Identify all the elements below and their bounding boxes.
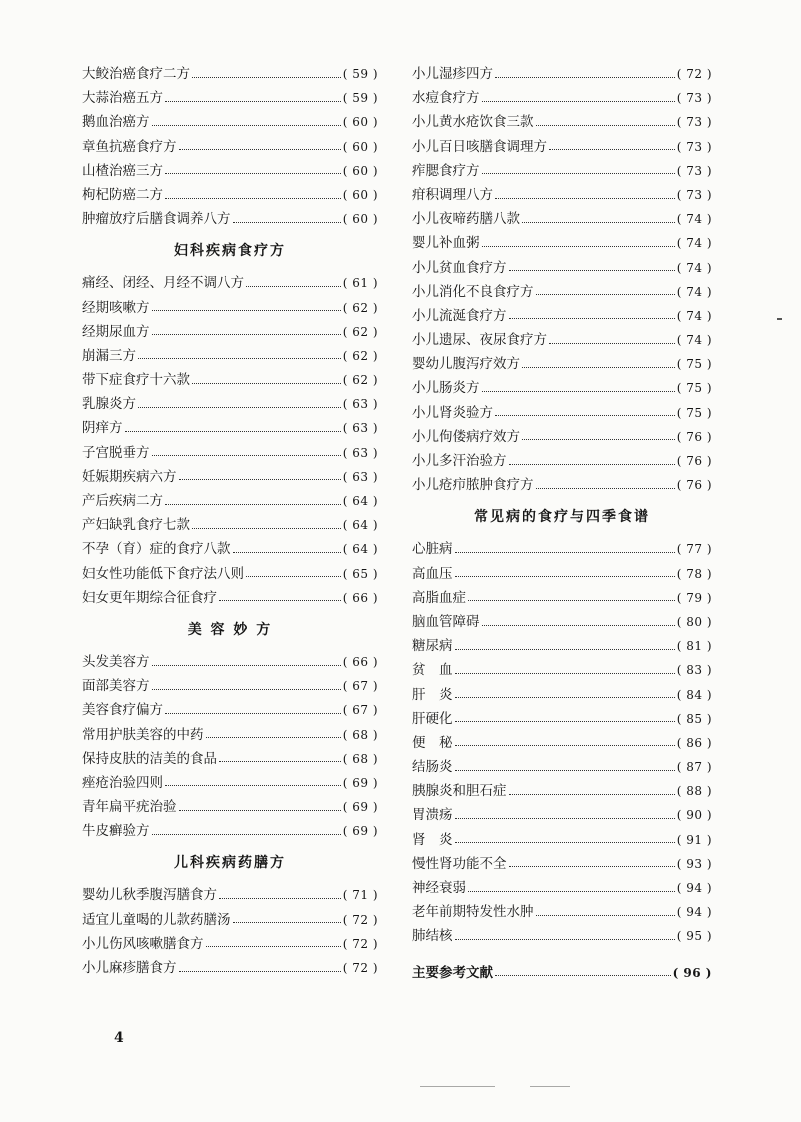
toc-entry <box>412 876 712 900</box>
toc-entry-title: 常用护肤美容的中药 <box>82 726 204 743</box>
leader-dots <box>482 391 675 392</box>
toc-entry <box>82 795 378 819</box>
leader-dots <box>509 270 675 271</box>
toc-entry <box>412 473 712 497</box>
toc-entry <box>412 537 712 561</box>
leader-dots <box>165 198 341 199</box>
toc-entry <box>82 562 378 586</box>
leader-dots <box>468 600 675 601</box>
leader-dots <box>179 810 341 811</box>
leader-dots <box>455 939 675 940</box>
toc-entry-page: ( 80 ) <box>676 614 712 629</box>
scan-speck <box>777 318 782 320</box>
leader-dots <box>246 576 341 577</box>
leader-dots <box>179 479 341 480</box>
toc-entry-title: 小儿贫血食疗方 <box>412 259 507 276</box>
toc-entry-page: ( 96 ) <box>672 965 712 980</box>
toc-entry <box>412 401 712 425</box>
toc-entry-page: ( 77 ) <box>676 542 712 557</box>
toc-entry-title: 保持皮肤的洁美的食品 <box>82 750 217 767</box>
toc-entry-page: ( 69 ) <box>342 824 378 839</box>
toc-entry-page: ( 60 ) <box>342 139 378 154</box>
toc-entry-page: ( 78 ) <box>676 566 712 581</box>
toc-entry-title: 便 秘 <box>412 734 453 751</box>
leader-dots <box>455 818 675 819</box>
toc-entry-title: 主要参考文献 <box>412 964 493 981</box>
toc-entry <box>412 900 712 924</box>
toc-right-column <box>412 62 712 985</box>
toc-entry-title: 小儿流涎食疗方 <box>412 307 507 324</box>
toc-entry-page: ( 62 ) <box>342 300 378 315</box>
leader-dots <box>455 842 675 843</box>
toc-entry <box>412 634 712 658</box>
toc-entry-title: 水痘食疗方 <box>412 90 480 107</box>
section-title-common-diseases: 常见病的食疗与四季食谱 <box>474 509 650 526</box>
toc-entry-page: ( 88 ) <box>676 784 712 799</box>
leader-dots <box>509 464 675 465</box>
leader-dots <box>509 866 675 867</box>
leader-dots <box>165 785 341 786</box>
toc-entry-page: ( 72 ) <box>342 936 378 951</box>
leader-dots <box>455 745 675 746</box>
toc-entry-title: 不孕（育）症的食疗八款 <box>82 541 231 558</box>
leader-dots <box>219 761 341 762</box>
scan-speck <box>530 1086 570 1087</box>
toc-entry-title: 高脂血症 <box>412 589 466 606</box>
toc-entry-title: 婴幼儿秋季腹泻膳食方 <box>82 887 217 904</box>
toc-entry-page: ( 61 ) <box>342 276 378 291</box>
toc-entry <box>412 731 712 755</box>
toc-entry-page: ( 65 ) <box>342 566 378 581</box>
toc-entry-page: ( 94 ) <box>676 905 712 920</box>
toc-entry-page: ( 74 ) <box>676 260 712 275</box>
toc-entry <box>412 86 712 110</box>
toc-entry <box>412 159 712 183</box>
leader-dots <box>522 367 675 368</box>
leader-dots <box>482 625 675 626</box>
toc-entry <box>82 344 378 368</box>
toc-entry-page: ( 73 ) <box>676 91 712 106</box>
toc-entry <box>412 683 712 707</box>
leader-dots <box>455 576 675 577</box>
toc-entry-title: 子宫脱垂方 <box>82 444 150 461</box>
toc-entry <box>412 376 712 400</box>
leader-dots <box>536 488 675 489</box>
section-title-gynecology: 妇科疾病食疗方 <box>174 243 286 260</box>
toc-entry <box>82 956 378 980</box>
toc-entry <box>412 779 712 803</box>
toc-entry <box>82 489 378 513</box>
toc-entry-title: 疳积调理八方 <box>412 186 493 203</box>
toc-entry-references <box>412 961 712 985</box>
toc-entry <box>82 586 378 610</box>
toc-entry-title: 肺结核 <box>412 928 453 945</box>
toc-entry-title: 贫 血 <box>412 662 453 679</box>
toc-entry-title: 小儿黄水疮饮食三款 <box>412 114 534 131</box>
toc-entry-title: 妇女更年期综合征食疗 <box>82 589 217 606</box>
toc-entry-page: ( 74 ) <box>676 236 712 251</box>
toc-entry <box>412 207 712 231</box>
leader-dots <box>192 528 341 529</box>
toc-entry-page: ( 94 ) <box>676 881 712 895</box>
toc-group-common-diseases <box>412 537 712 948</box>
leader-dots <box>206 737 341 738</box>
toc-entry-title: 痄腮食疗方 <box>412 162 480 179</box>
toc-entry-page: ( 79 ) <box>676 590 712 605</box>
toc-entry <box>82 320 378 344</box>
toc-entry-title: 枸杞防癌二方 <box>82 186 163 203</box>
toc-entry-title: 产妇缺乳食疗七款 <box>82 517 190 534</box>
toc-entry-title: 小儿疮疖脓肿食疗方 <box>412 477 534 494</box>
toc-entry-title: 胰腺炎和胆石症 <box>412 783 507 800</box>
toc-entry <box>82 513 378 537</box>
toc-entry-page: ( 66 ) <box>342 654 378 669</box>
toc-entry-page: ( 64 ) <box>342 542 378 557</box>
toc-entry-page: ( 73 ) <box>676 115 712 130</box>
toc-entry-page: ( 64 ) <box>342 518 378 533</box>
toc-group-cancer <box>82 62 378 231</box>
toc-entry-page: ( 95 ) <box>676 929 712 944</box>
leader-dots <box>179 149 341 150</box>
toc-entry <box>82 883 378 907</box>
leader-dots <box>495 415 675 416</box>
toc-entry-page: ( 71 ) <box>342 888 378 903</box>
toc-entry-title: 小儿消化不良食疗方 <box>412 283 534 300</box>
leader-dots <box>219 898 341 899</box>
toc-entry <box>82 771 378 795</box>
leader-dots <box>536 294 675 295</box>
toc-entry <box>82 465 378 489</box>
toc-entry-title: 妇女性功能低下食疗法八则 <box>82 565 244 582</box>
leader-dots <box>152 125 341 126</box>
toc-entry-title: 头发美容方 <box>82 653 150 670</box>
toc-entry-title: 小儿伤风咳嗽膳食方 <box>82 935 204 952</box>
leader-dots <box>152 665 341 666</box>
toc-group-pediatrics-continued <box>412 62 712 497</box>
toc-entry-title: 面部美容方 <box>82 678 150 695</box>
toc-entry-page: ( 85 ) <box>676 711 712 726</box>
toc-entry <box>82 110 378 134</box>
leader-dots <box>233 922 341 923</box>
toc-entry <box>412 610 712 634</box>
toc-entry-page: ( 69 ) <box>342 800 378 815</box>
toc-entry-page: ( 60 ) <box>342 115 378 130</box>
leader-dots <box>455 721 675 722</box>
leader-dots <box>468 891 675 892</box>
toc-entry-page: ( 74 ) <box>676 284 712 299</box>
toc-entry-title: 肿瘤放疗后膳食调养八方 <box>82 211 231 228</box>
toc-entry-title: 小儿湿疹四方 <box>412 66 493 82</box>
page-number: 4 <box>114 1030 124 1046</box>
toc-entry-title: 小儿肾炎验方 <box>412 404 493 421</box>
toc-entry <box>82 441 378 465</box>
toc-entry <box>82 698 378 722</box>
toc-entry-title: 婴幼儿腹泻疗效方 <box>412 356 520 373</box>
leader-dots <box>455 697 675 698</box>
toc-entry <box>412 828 712 852</box>
spacer <box>412 949 712 961</box>
toc-entry <box>412 852 712 876</box>
section-title-beauty: 美 容 妙 方 <box>187 621 273 638</box>
toc-entry-page: ( 68 ) <box>342 751 378 766</box>
toc-entry <box>412 755 712 779</box>
leader-dots <box>455 552 675 553</box>
toc-entry-page: ( 63 ) <box>342 397 378 412</box>
toc-entry-title: 慢性肾功能不全 <box>412 855 507 872</box>
toc-entry <box>412 352 712 376</box>
toc-entry-title: 小儿遗尿、夜尿食疗方 <box>412 332 547 349</box>
leader-dots <box>152 334 341 335</box>
toc-entry <box>82 135 378 159</box>
toc-entry-page: ( 84 ) <box>676 687 712 702</box>
toc-entry-page: ( 86 ) <box>676 735 712 750</box>
toc-entry-title: 肝 炎 <box>412 686 453 703</box>
toc-entry-title: 带下症食疗十六款 <box>82 372 190 389</box>
leader-dots <box>509 794 675 795</box>
toc-entry-page: ( 76 ) <box>676 478 712 493</box>
toc-entry-page: ( 69 ) <box>342 775 378 790</box>
toc-group-gynecology <box>82 271 378 610</box>
leader-dots <box>509 318 675 319</box>
toc-entry-title: 阴痒方 <box>82 420 123 437</box>
leader-dots <box>165 101 341 102</box>
toc-entry <box>82 932 378 956</box>
toc-entry <box>82 723 378 747</box>
toc-entry <box>82 674 378 698</box>
leader-dots <box>138 358 341 359</box>
toc-entry <box>412 586 712 610</box>
toc-entry <box>82 537 378 561</box>
toc-entry <box>412 707 712 731</box>
toc-entry-title: 心脏病 <box>412 541 453 558</box>
toc-entry-page: ( 73 ) <box>676 187 712 202</box>
leader-dots <box>179 971 341 972</box>
toc-entry-title: 小儿多汗治验方 <box>412 453 507 469</box>
toc-entry-title: 章鱼抗癌食疗方 <box>82 138 177 155</box>
leader-dots <box>455 673 675 674</box>
toc-entry-title: 小儿麻疹膳食方 <box>82 960 177 976</box>
toc-entry-title: 乳腺炎方 <box>82 396 136 413</box>
toc-entry-page: ( 62 ) <box>342 373 378 388</box>
toc-entry <box>412 62 712 86</box>
leader-dots <box>233 552 341 553</box>
toc-entry-title: 适宜儿童喝的儿款药膳汤 <box>82 911 231 928</box>
toc-entry <box>412 658 712 682</box>
leader-dots <box>165 173 341 174</box>
leader-dots <box>482 246 675 247</box>
leader-dots <box>138 407 341 408</box>
toc-entry-title: 痛经、闭经、月经不调八方 <box>82 275 244 292</box>
toc-entry-title: 老年前期特发性水肿 <box>412 904 534 921</box>
toc-entry-title: 糖尿病 <box>412 638 453 655</box>
toc-entry-page: ( 91 ) <box>676 832 712 847</box>
leader-dots <box>482 173 675 174</box>
toc-entry-page: ( 59 ) <box>342 67 378 81</box>
toc-entry-page: ( 72 ) <box>342 961 378 975</box>
toc-entry-page: ( 73 ) <box>676 139 712 154</box>
toc-entry-title: 美容食疗偏方 <box>82 702 163 719</box>
toc-entry-page: ( 62 ) <box>342 348 378 363</box>
leader-dots <box>165 504 341 505</box>
toc-entry-page: ( 63 ) <box>342 469 378 484</box>
toc-entry <box>82 650 378 674</box>
toc-entry <box>82 159 378 183</box>
toc-entry <box>412 110 712 134</box>
leader-dots <box>246 286 341 287</box>
toc-entry-title: 结肠炎 <box>412 759 453 776</box>
toc-entry <box>82 747 378 771</box>
toc-entry <box>82 416 378 440</box>
leader-dots <box>495 77 675 78</box>
toc-entry-page: ( 60 ) <box>342 163 378 178</box>
toc-entry <box>82 908 378 932</box>
toc-entry-title: 经期尿血方 <box>82 323 150 340</box>
leader-dots <box>536 125 675 126</box>
leader-dots <box>522 439 675 440</box>
toc-entry-title: 妊娠期疾病六方 <box>82 468 177 485</box>
leader-dots <box>219 600 341 601</box>
toc-entry-page: ( 75 ) <box>676 357 712 372</box>
toc-entry <box>82 62 378 86</box>
toc-entry-title: 大蒜治癌五方 <box>82 90 163 107</box>
toc-entry <box>412 425 712 449</box>
leader-dots <box>192 77 341 78</box>
leader-dots <box>482 101 675 102</box>
toc-entry-page: ( 59 ) <box>342 91 378 106</box>
toc-entry-page: ( 74 ) <box>676 212 712 227</box>
toc-entry-page: ( 74 ) <box>676 333 712 348</box>
toc-entry <box>82 296 378 320</box>
toc-entry-title: 青年扁平疣治验 <box>82 799 177 816</box>
toc-entry-title: 山楂治癌三方 <box>82 162 163 179</box>
leader-dots <box>549 149 675 150</box>
leader-dots <box>152 689 341 690</box>
toc-entry-page: ( 75 ) <box>676 381 712 396</box>
scan-speck <box>420 1086 495 1087</box>
toc-entry-page: ( 76 ) <box>676 454 712 468</box>
toc-entry-page: ( 81 ) <box>676 639 712 654</box>
leader-dots <box>455 770 675 771</box>
toc-entry <box>412 562 712 586</box>
toc-entry <box>82 271 378 295</box>
leader-dots <box>536 915 675 916</box>
toc-entry-title: 神经衰弱 <box>412 880 466 896</box>
leader-dots <box>152 834 341 835</box>
section-title-pediatrics: 儿科疾病药膳方 <box>174 855 286 872</box>
leader-dots <box>455 649 675 650</box>
toc-entry-page: ( 74 ) <box>676 308 712 323</box>
toc-entry-title: 肾 炎 <box>412 831 453 848</box>
toc-entry-page: ( 76 ) <box>676 429 712 444</box>
leader-dots <box>165 713 341 714</box>
toc-entry-title: 高血压 <box>412 565 453 582</box>
toc-entry <box>412 183 712 207</box>
toc-entry-page: ( 66 ) <box>342 590 378 605</box>
leader-dots <box>206 946 341 947</box>
toc-entry-page: ( 72 ) <box>342 912 378 927</box>
toc-entry-page: ( 67 ) <box>342 703 378 718</box>
leader-dots <box>152 455 341 456</box>
toc-entry-page: ( 93 ) <box>676 856 712 871</box>
toc-entry-title: 产后疾病二方 <box>82 493 163 509</box>
toc-left-column <box>82 62 378 980</box>
toc-entry-page: ( 62 ) <box>342 324 378 339</box>
toc-entry <box>82 368 378 392</box>
toc-entry-page: ( 83 ) <box>676 663 712 678</box>
toc-entry <box>412 449 712 473</box>
toc-entry <box>82 207 378 231</box>
toc-entry-title: 小儿百日咳膳食调理方 <box>412 138 547 155</box>
toc-entry-page: ( 63 ) <box>342 421 378 436</box>
toc-entry-title: 牛皮癣验方 <box>82 823 150 840</box>
toc-entry-page: ( 75 ) <box>676 405 712 420</box>
toc-entry <box>412 256 712 280</box>
toc-entry <box>412 803 712 827</box>
toc-entry <box>412 135 712 159</box>
toc-entry-title: 痤疮治验四则 <box>82 774 163 791</box>
toc-entry-page: ( 67 ) <box>342 679 378 694</box>
leader-dots <box>125 431 341 432</box>
leader-dots <box>152 310 341 311</box>
toc-entry-title: 婴儿补血粥 <box>412 235 480 252</box>
toc-entry-title: 肝硬化 <box>412 710 453 727</box>
toc-entry <box>412 328 712 352</box>
leader-dots <box>522 222 675 223</box>
toc-entry-title: 小儿肠炎方 <box>412 380 480 397</box>
toc-entry-page: ( 90 ) <box>676 808 712 823</box>
toc-entry <box>412 280 712 304</box>
toc-group-beauty <box>82 650 378 844</box>
toc-entry-page: ( 68 ) <box>342 727 378 742</box>
toc-entry-title: 经期咳嗽方 <box>82 299 150 316</box>
toc-entry-title: 鹅血治癌方 <box>82 114 150 131</box>
leader-dots <box>192 383 341 384</box>
toc-entry <box>412 231 712 255</box>
leader-dots <box>495 975 671 976</box>
toc-entry-title: 小儿佝偻病疗效方 <box>412 428 520 445</box>
toc-entry <box>412 304 712 328</box>
leader-dots <box>549 343 675 344</box>
leader-dots <box>233 222 341 223</box>
toc-entry-page: ( 73 ) <box>676 163 712 178</box>
toc-entry-title: 大鲛治癌食疗二方 <box>82 66 190 82</box>
toc-entry <box>82 183 378 207</box>
toc-entry <box>412 924 712 948</box>
toc-entry-title: 崩漏三方 <box>82 347 136 364</box>
leader-dots <box>495 198 675 199</box>
toc-entry-title: 胃溃疡 <box>412 807 453 824</box>
toc-entry-page: ( 60 ) <box>342 212 378 227</box>
toc-group-pediatrics <box>82 883 378 980</box>
toc-entry-page: ( 63 ) <box>342 445 378 460</box>
toc-entry <box>82 86 378 110</box>
toc-entry <box>82 392 378 416</box>
toc-entry-page: ( 87 ) <box>676 760 712 775</box>
toc-entry-page: ( 64 ) <box>342 494 378 508</box>
toc-entry-page: ( 72 ) <box>676 67 712 81</box>
toc-entry-page: ( 60 ) <box>342 187 378 202</box>
toc-entry-title: 小儿夜啼药膳八款 <box>412 211 520 228</box>
toc-entry-title: 脑血管障碍 <box>412 613 480 630</box>
toc-entry <box>82 819 378 843</box>
